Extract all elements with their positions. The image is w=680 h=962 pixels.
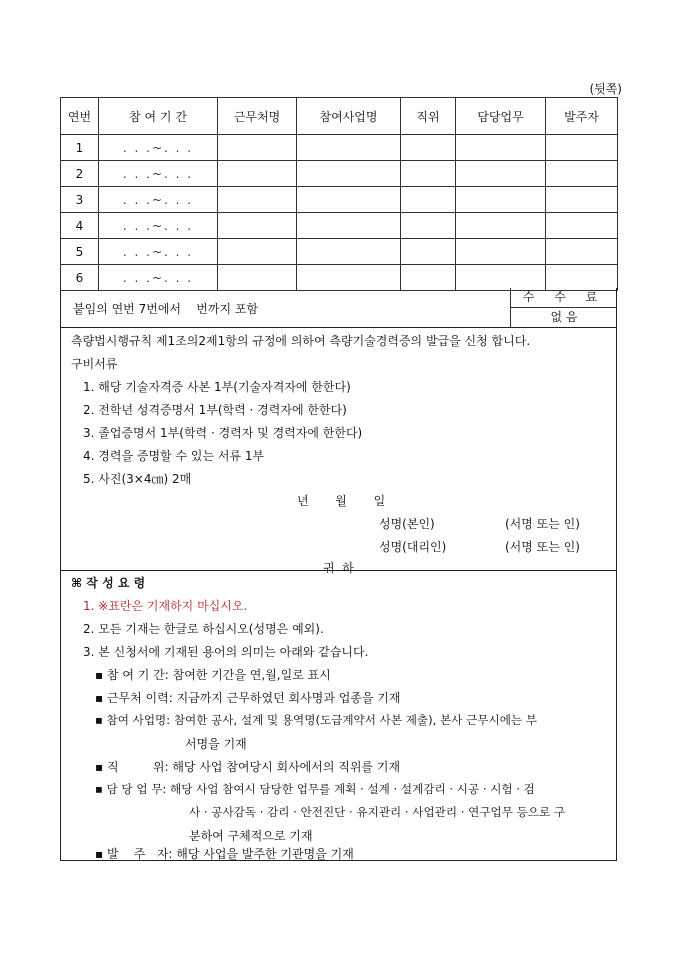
fee-value: 없 음 <box>550 310 578 324</box>
client-cell[interactable] <box>546 161 618 187</box>
project-cell[interactable] <box>297 213 401 239</box>
doc-item: 5. 사진(3×4㎝) 2매 <box>83 472 192 486</box>
term-item: ▪ 근무처 이력: 지금까지 근무하였던 회사명과 업종을 기재 <box>95 691 401 705</box>
client-cell[interactable] <box>546 265 618 291</box>
guide-item: 1. ※표란은 기재하지 마십시오. <box>83 599 248 613</box>
agent-name-label: 성명(대리인) <box>379 540 447 554</box>
workplace-cell[interactable] <box>218 187 297 213</box>
workplace-cell[interactable] <box>218 265 297 291</box>
period-cell[interactable]: . . .~. . . <box>99 161 218 187</box>
position-cell[interactable] <box>401 135 456 161</box>
header-cell: 근무처명 <box>218 98 297 135</box>
table-row <box>61 187 618 213</box>
workplace-cell[interactable] <box>218 161 297 187</box>
term-item-cont: 분하여 구체적으로 기재 <box>189 829 313 843</box>
fee-label: 수 수 료 <box>511 288 617 308</box>
period-cell[interactable]: . . .~. . . <box>99 213 218 239</box>
header-cell: 발주자 <box>546 98 618 135</box>
table-row <box>61 239 618 265</box>
doc-item: 1. 해당 기술자격증 사본 1부(기술자격자에 한한다) <box>83 380 351 394</box>
statement: 측량법시행규칙 제1조의2제1항의 규정에 의하여 측량기술경력증의 발급을 신청 합니다. <box>71 334 531 348</box>
row-number: 5 <box>61 239 99 265</box>
project-cell[interactable] <box>297 187 401 213</box>
duty-cell[interactable] <box>456 187 546 213</box>
row-number: 6 <box>61 265 99 291</box>
client-cell[interactable] <box>546 135 618 161</box>
applicant-sign-hint: (서명 또는 인) <box>505 517 580 531</box>
attachment-row <box>60 288 617 328</box>
period-cell[interactable]: . . .~. . . <box>99 187 218 213</box>
application-section <box>60 328 617 575</box>
row-number: 4 <box>61 213 99 239</box>
workplace-cell[interactable] <box>218 135 297 161</box>
header-cell: 직위 <box>401 98 456 135</box>
applicant-name-label: 성명(본인) <box>379 517 435 531</box>
duty-cell[interactable] <box>456 213 546 239</box>
table-header <box>61 98 618 135</box>
workplace-cell[interactable] <box>218 239 297 265</box>
date-line: 년 월 일 <box>297 494 386 508</box>
term-item: ▪ 발 주 자: 해당 사업을 발주한 기관명을 기재 <box>95 847 354 861</box>
row-number: 3 <box>61 187 99 213</box>
header-cell: 연번 <box>61 98 99 135</box>
position-cell[interactable] <box>401 187 456 213</box>
row-number: 2 <box>61 161 99 187</box>
docs-title: 구비서류 <box>71 357 118 371</box>
term-item: ▪ 참여 사업명: 참여한 공사, 설계 및 용역명(도급계약서 사본 제출), 본사 근무시에는 부 <box>95 713 537 727</box>
project-cell[interactable] <box>297 265 401 291</box>
workplace-cell[interactable] <box>218 213 297 239</box>
attachment-text: 붙임의 연번 7번에서 번까지 포함 <box>73 302 259 316</box>
period-cell[interactable]: . . .~. . . <box>99 239 218 265</box>
agent-sign-hint: (서명 또는 인) <box>505 540 580 554</box>
guide-title: ⌘ 작 성 요 령 <box>71 576 146 590</box>
header-cell: 참여사업명 <box>297 98 401 135</box>
doc-item: 2. 전학년 성격증명서 1부(학력 · 경력자에 한한다) <box>83 403 347 417</box>
addressee: 귀 하 <box>323 561 354 575</box>
client-cell[interactable] <box>546 187 618 213</box>
position-cell[interactable] <box>401 213 456 239</box>
period-cell[interactable]: . . .~. . . <box>99 135 218 161</box>
writing-guide <box>60 571 617 861</box>
client-cell[interactable] <box>546 239 618 265</box>
position-cell[interactable] <box>401 161 456 187</box>
table-row <box>61 161 618 187</box>
term-item: ▪ 참 여 기 간: 참여한 기간을 연,월,일로 표시 <box>95 668 331 682</box>
term-item-cont: 사 · 공사감독 · 감리 · 안전진단 · 유지관리 · 사업관리 · 연구업무 등으로 구 <box>189 805 566 819</box>
career-table <box>60 97 618 291</box>
doc-item: 3. 졸업증명서 1부(학력 · 경력자 및 경력자에 한한다) <box>83 426 363 440</box>
duty-cell[interactable] <box>456 239 546 265</box>
doc-item: 4. 경력을 증명할 수 있는 서류 1부 <box>83 449 265 463</box>
row-number: 1 <box>61 135 99 161</box>
header-cell: 담당업무 <box>456 98 546 135</box>
term-item: ▪ 담 당 업 무: 해당 사업 참여시 담당한 업무를 계획 · 설계 · 설계감리 · 시공 · 시험 · 검 <box>95 782 535 796</box>
back-side-label: (뒷쪽) <box>589 82 622 96</box>
term-item: ▪ 직 위: 해당 사업 참여당시 회사에서의 직위를 기재 <box>95 760 401 774</box>
guide-item: 3. 본 신청서에 기재된 용어의 의미는 아래와 같습니다. <box>83 645 369 659</box>
period-cell[interactable]: . . .~. . . <box>99 265 218 291</box>
client-cell[interactable] <box>546 213 618 239</box>
position-cell[interactable] <box>401 239 456 265</box>
fee-box <box>510 288 617 327</box>
table-row <box>61 213 618 239</box>
project-cell[interactable] <box>297 161 401 187</box>
project-cell[interactable] <box>297 239 401 265</box>
header-cell: 참 여 기 간 <box>99 98 218 135</box>
term-item-cont: 서명을 기재 <box>185 737 247 751</box>
duty-cell[interactable] <box>456 135 546 161</box>
position-cell[interactable] <box>401 265 456 291</box>
table-row <box>61 135 618 161</box>
duty-cell[interactable] <box>456 161 546 187</box>
guide-item: 2. 모든 기재는 한글로 하십시오(성명은 예외). <box>83 622 324 636</box>
table-row <box>61 265 618 291</box>
project-cell[interactable] <box>297 135 401 161</box>
duty-cell[interactable] <box>456 265 546 291</box>
